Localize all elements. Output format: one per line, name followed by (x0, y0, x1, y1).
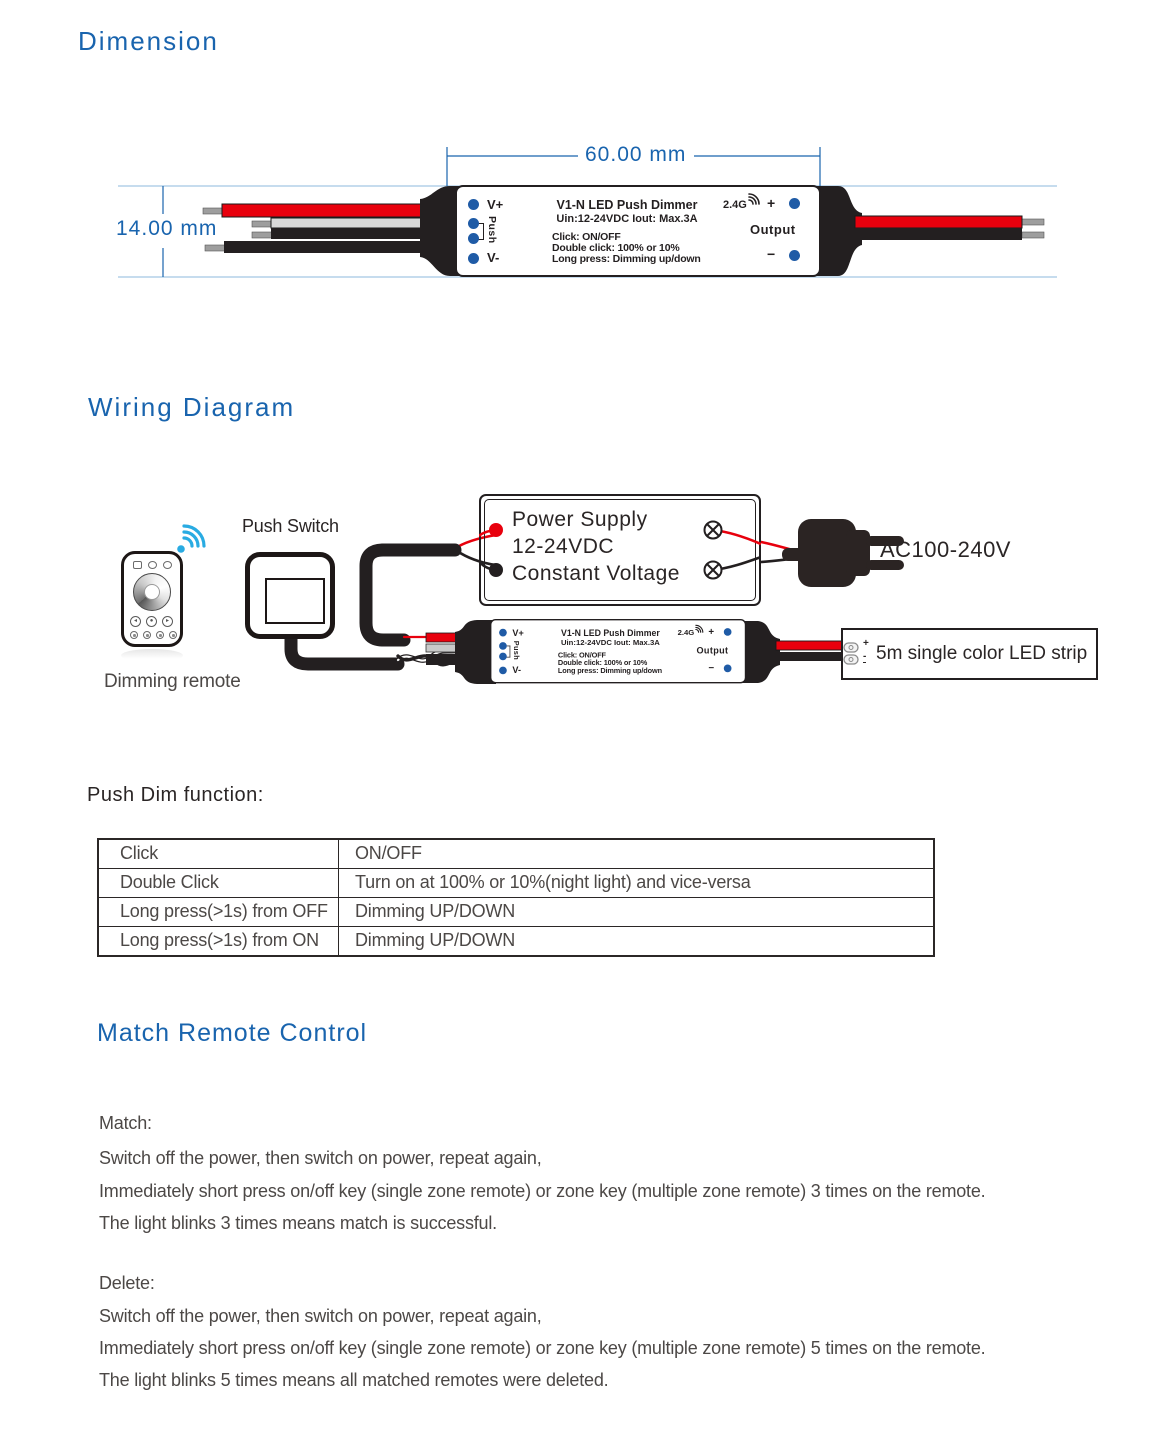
terminal-dot-push1 (499, 642, 507, 650)
strip-minus-label: - (863, 651, 867, 662)
output-label: Output (750, 222, 796, 237)
table-cell-function: Dimming UP/DOWN (355, 930, 516, 950)
vminus-label: V- (512, 664, 522, 675)
terminal-dot-push1 (468, 218, 479, 229)
delete-line-3: The light blinks 5 times means all matched remotes were deleted. (99, 1370, 609, 1390)
push-dim-heading: Push Dim function: (87, 784, 264, 806)
remote-dial (133, 573, 171, 611)
table-row (99, 869, 933, 898)
small-dimmer-wrapper (490, 619, 746, 683)
output-dot-plus (789, 198, 800, 209)
minus-label: − (708, 661, 715, 673)
terminal-dot-vminus (468, 253, 479, 264)
remote-dial-center (144, 584, 160, 600)
device-fn3: Long press: Dimming up/down (557, 666, 662, 675)
power-supply-line2: 12-24VDC (512, 535, 615, 558)
device-fn1: Click: ON/OFF (552, 231, 621, 243)
vplus-label: V+ (512, 627, 524, 638)
rf-label: 2.4G (723, 199, 747, 211)
device-title: V1-N LED Push Dimmer (561, 628, 660, 638)
remote-scene-button-3 (156, 631, 164, 639)
push-label: Push (486, 216, 498, 244)
vplus-label: V+ (487, 197, 504, 212)
output-dot-plus (724, 628, 732, 636)
plus-label: + (708, 626, 715, 638)
device-specs: Uin:12-24VDC Iout: Max.3A (560, 638, 660, 647)
dimming-remote (121, 551, 183, 647)
minus-label: − (767, 246, 776, 262)
vminus-label: V- (487, 250, 500, 265)
wifi-icon (177, 526, 204, 553)
delete-line-2: Immediately short press on/off key (single zone remote) or zone key (multiple zone remote) 5 times on the remote. (99, 1338, 986, 1358)
delete-subheading: Delete: (99, 1273, 155, 1293)
match-heading: Match Remote Control (97, 1019, 368, 1047)
screw-terminals (705, 522, 722, 579)
push-switch (245, 552, 335, 639)
table-row (99, 927, 933, 955)
push-switch-pad (265, 578, 325, 624)
rf-signal-icon (695, 624, 705, 633)
match-subheading: Match: (99, 1113, 152, 1133)
match-line-2: Immediately short press on/off key (single zone remote) or zone key (multiple zone remote) 3 times on the remote. (99, 1181, 986, 1201)
power-supply-line1: Power Supply (512, 508, 648, 531)
dimmer-device-face-small (490, 619, 746, 683)
remote-center-button: ● (146, 616, 157, 627)
remote-zone-icon-2 (148, 561, 157, 569)
led-strip-label: 5m single color LED strip (876, 643, 1088, 664)
device-fn2: Double click: 100% or 10% (552, 242, 680, 254)
width-measure-label: 60.00 mm (585, 143, 687, 166)
match-line-3: The light blinks 3 times means match is successful. (99, 1213, 497, 1233)
table-row (99, 898, 933, 927)
height-measure-label: 14.00 mm (116, 217, 218, 240)
strip-wires (776, 641, 845, 661)
push-dim-table (97, 838, 935, 957)
device-title: V1-N LED Push Dimmer (556, 198, 698, 212)
dimmer-output-wires (855, 216, 1044, 240)
terminal-dot-push2 (468, 233, 479, 244)
rf-signal-icon (748, 192, 762, 205)
output-label: Output (696, 644, 729, 656)
remote-zone-icon-3 (163, 561, 172, 569)
device-fn1: Click: ON/OFF (557, 651, 606, 660)
remote-zone-icon-1 (133, 561, 142, 569)
dimming-remote-label: Dimming remote (104, 671, 241, 692)
dc-minus-dot (489, 563, 503, 577)
wiring-heading: Wiring Diagram (88, 392, 296, 422)
output-dot-minus (724, 665, 732, 673)
table-row (99, 840, 933, 869)
terminal-dot-push2 (499, 653, 507, 661)
table-cell-function: ON/OFF (355, 843, 422, 863)
strip-plus-label: + (863, 638, 869, 649)
dc-plus-dot (489, 523, 503, 537)
device-fn2: Double click: 100% or 10% (557, 658, 648, 668)
dimension-heading: Dimension (78, 26, 219, 56)
device-specs: Uin:12-24VDC Iout: Max.3A (556, 213, 698, 225)
terminal-dot-vplus (468, 199, 479, 210)
terminal-dot-vplus (499, 629, 507, 637)
terminal-dot-vminus (499, 667, 507, 675)
power-supply-box (479, 494, 761, 606)
output-dot-minus (789, 250, 800, 261)
remote-right-button: ▸ (162, 616, 173, 627)
dimmer-right-cap (814, 186, 862, 276)
table-cell-function: Dimming UP/DOWN (355, 901, 516, 921)
remote-reflection (121, 649, 183, 662)
plus-label: + (767, 195, 776, 211)
table-cell-action: Long press(>1s) from OFF (99, 898, 339, 926)
device-fn3: Long press: Dimming up/down (552, 253, 701, 265)
rf-label: 2.4G (677, 628, 695, 638)
remote-left-button: ◂ (130, 616, 141, 627)
remote-scene-button-1 (130, 631, 138, 639)
led-strip-box (841, 628, 1098, 680)
delete-line-1: Switch off the power, then switch on power, repeat again, (99, 1306, 542, 1326)
table-cell-function: Turn on at 100% or 10%(night light) and vice-versa (355, 872, 751, 892)
strip-terminals (842, 630, 876, 678)
remote-scene-button-4 (169, 631, 177, 639)
push-switch-label: Push Switch (242, 516, 339, 536)
table-cell-action: Long press(>1s) from ON (99, 927, 339, 955)
table-cell-action: Click (99, 840, 339, 868)
dimmer-device-face (455, 185, 821, 277)
remote-scene-button-2 (143, 631, 151, 639)
ac-voltage-label: AC100-240V (880, 537, 1011, 562)
match-line-1: Switch off the power, then switch on power, repeat again, (99, 1148, 542, 1168)
power-supply-line3: Constant Voltage (512, 562, 680, 585)
push-label: Push (511, 640, 521, 661)
table-cell-action: Double Click (99, 869, 339, 897)
small-dimmer-right-cap (742, 621, 780, 683)
